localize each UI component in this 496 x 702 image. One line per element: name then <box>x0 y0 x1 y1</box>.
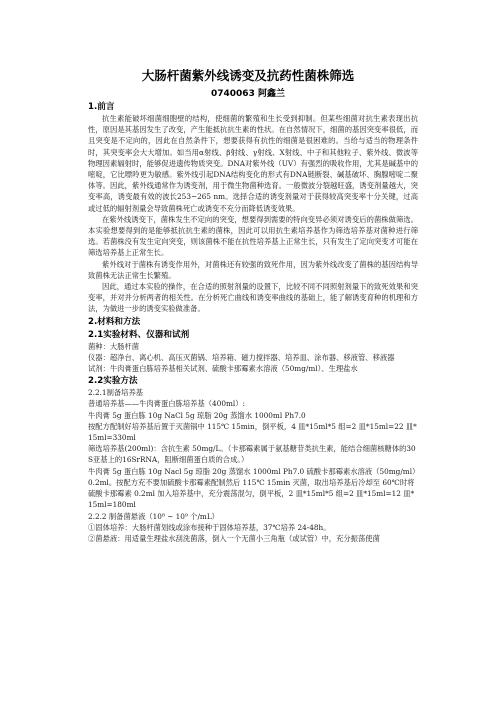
subsection-suspension: 2.2.2 制备菌悬液（10⁸ ~ 10⁹ 个/mL） <box>88 511 219 521</box>
medium-prep-line: 按配方配制好培养基后置于灭菌锅中 115℃ 15min，倒平板，4 皿*15ml*5 组=2 皿*15ml=22 皿*15ml=330ml <box>88 421 417 443</box>
instruments-line: 仪器：超净台、离心机、高压灭菌锅、培养箱、磁力搅拌器、培养皿、涂布器、移液管、移液器 <box>88 352 395 362</box>
intro-paragraph-4: 因此，通过本实验的操作，在合适的照射剂量的设置下，比较不同不同照射剂量下的致死效果和突变率，并对并分析两者的相关性。在分析死亡曲线和诱变率曲线的基础上，能了解诱变育种的机理和方法，为做进一步的诱变实验做准备。 <box>88 282 418 314</box>
section-heading-intro: 1.前言 <box>88 102 115 112</box>
medium-formula-line: 牛肉膏 5g 蛋白胨 10g NaCl 5g 琼脂 20g 蒸馏水 1000ml Ph7.0 <box>88 410 306 420</box>
subsection-heading-materials: 2.1实验材料、仪器和试剂 <box>88 329 190 340</box>
section-heading-methods: 2.材料和方法 <box>88 316 141 327</box>
document-body <box>88 100 418 544</box>
select-formula-line: 牛肉膏 5g 蛋白胨 10g Nacl 5g 琼脂 20g 蒸馏水 1000ml Ph7.0 硫酸卡那霉素水溶液（50mg/ml）0.2ml。按配方充不要加硫酸卡那霉素配制然后 115℃ 15min 灭菌，取出培养基后冷却至 60℃时将硫酸卡那霉素 0.2ml 加入培养基中，充分震荡混匀，倒平板，2 皿*15ml*5 组=2 皿*15ml=12 皿*15ml=180ml <box>88 466 416 510</box>
intro-paragraph-1: 抗生素能破坏细菌细胞壁的结构，使细菌的繁殖和生长受到抑制。但某些细菌对抗生素表现出抗性，原因是其基因发生了改变，产生能抵抗抗生素的性状。在自然情况下，细菌的基因突变率很低，而且突变是不定向的，因此在自然条件下，想要获得有抗性的细菌是很困难的。当给与适当的物理条件时，其突变率会大大增加。如当用α射线、β射线、γ射线、X射线、中子和其他粒子、紫外线、微波等物理因素辐射时，能够促进遗传物质突变。DNA对紫外线（UV）有强烈的吸收作用，尤其是碱基中的嘧啶，它比嘌呤更为敏感。紫外线引起DNA结构变化的形式有DNA链断裂、碱基破坏、胸腺嘧啶二聚体等。因此，紫外线通常作为诱变剂，用于微生物菌种选育。一般微波分裂越旺盛，诱变剂量越大，突变率高，诱变最有效的波长253~265 nm。选择合适的诱变剂量对于获得较高突变率十分关键，过高或过低的辐射剂量会导致菌株死亡或诱变不充分而降低诱变效果。 <box>88 114 418 213</box>
strain-line: 菌种：大肠杆菌 <box>88 341 140 351</box>
intro-paragraph-3: 紫外线对于菌株有诱变作用外，对菌株还有较强的致死作用，因为紫外线改变了菌株的基因结构导致菌株无法正常生长繁殖。 <box>88 259 418 280</box>
select-medium-line: 筛选培养基(200ml)：含抗生素 50mg/L。（卡那霉素属于氨基糖苷类抗生素，能结合细菌核糖体的30S亚基上的16SrRNA，阻断细菌蛋白质的合成。） <box>88 444 416 465</box>
step-1-line: ①固体培养：大肠杆菌划线或涂布接种于固体培养基，37℃培养 24-48h。 <box>88 522 331 532</box>
document-title: 大肠杆菌紫外线诱变及抗药性菌株筛选 <box>141 68 355 83</box>
medium-name-line: 普通培养基——牛肉膏蛋白胨培养基（400ml）: <box>88 399 245 409</box>
author-line: 0740063 阿鑫兰 <box>211 89 285 99</box>
subsection-heading-methods: 2.2实验方法 <box>88 376 138 387</box>
subsection-medium-prep: 2.2.1制备培养基 <box>88 388 144 398</box>
reagents-line: 试剂：牛肉膏蛋白胨培养基相关试剂、硫酸卡那霉素水溶液（50mg/ml）、生理盐水 <box>88 364 358 374</box>
intro-paragraph-2: 在紫外线诱变下，菌株发生不定向的突变，想要得到需要的特向变异必须对诱变后的菌株做筛选。本实验想要得到的是能够抵抗抗生素的菌株，因此可以用抗生素培养基作为筛选培养基对菌种进行筛选。若菌株没有发生定向突变，则该菌株不能在抗性培养基上正常生长，只有发生了定向突变才可能在筛选培养基上正常生长。 <box>88 214 418 258</box>
step-2-line: ②菌悬液：用适量生理盐水刮洗菌落，倒入一个无菌小三角瓶（或试管）中，充分振荡使菌 <box>88 533 380 543</box>
